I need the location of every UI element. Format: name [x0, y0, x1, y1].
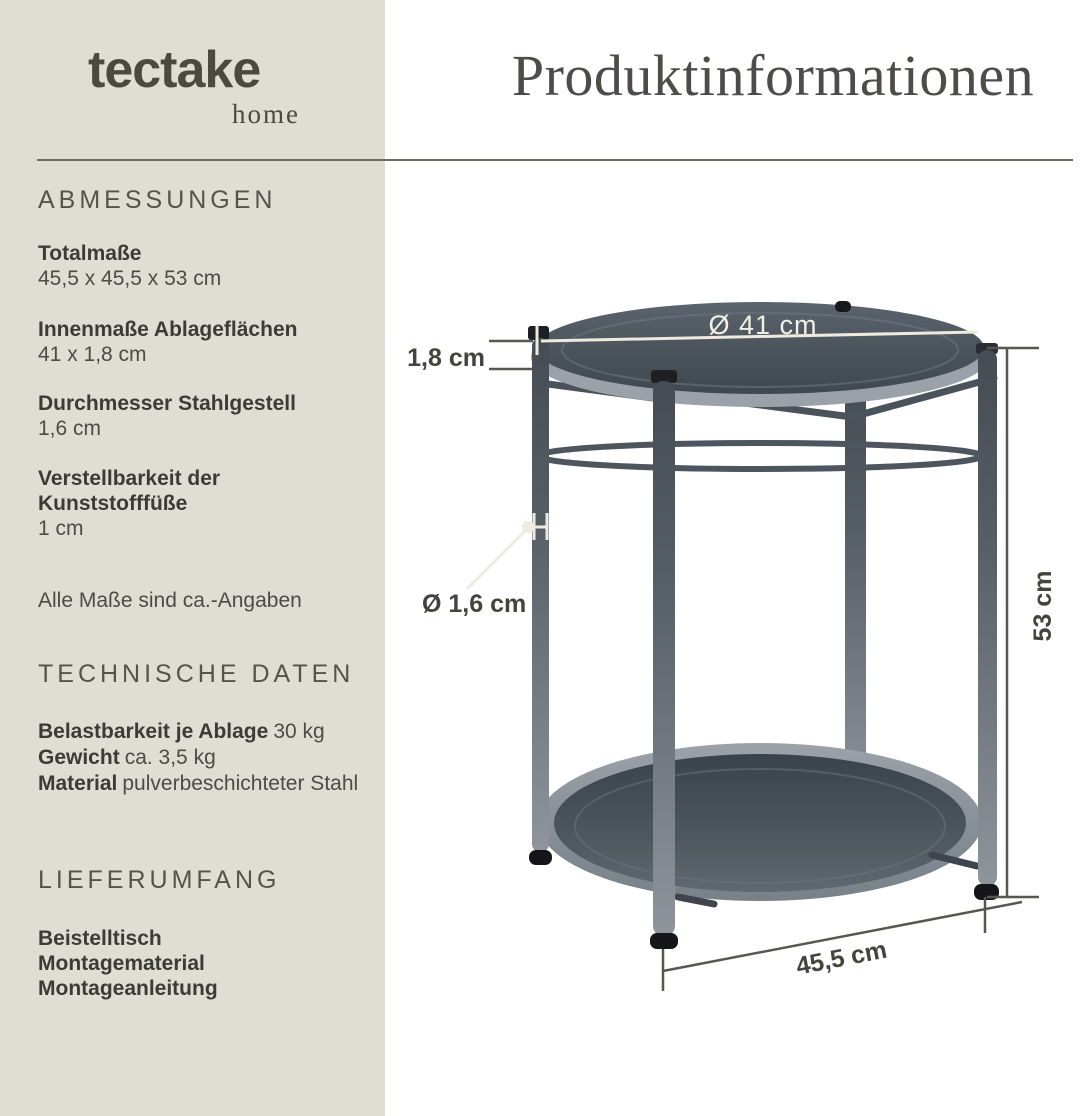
- tube-diameter-label: Ø 1,6 cm: [422, 590, 527, 618]
- dimension-height: [987, 348, 1057, 897]
- height-label: 53 cm: [1029, 570, 1057, 642]
- foot-front: [650, 933, 678, 949]
- tech-label-material: Material: [38, 772, 118, 795]
- dim-label-tube: Durchmesser Stahlgestell: [38, 392, 296, 415]
- dim-label-total: Totalmaße: [38, 242, 142, 265]
- dim-value-inner: 41 x 1,8 cm: [38, 343, 147, 366]
- bottom-tray-surface: [554, 754, 966, 892]
- top-diameter-label: Ø 41 cm: [708, 310, 818, 340]
- dim-label-feet: Verstellbarkeit der Kunststofffüße: [38, 467, 221, 515]
- section-heading-technical: TECHNISCHE DATEN: [38, 660, 355, 688]
- delivery-item-table: Beistelltisch: [38, 927, 162, 950]
- dimension-tube-diameter: [422, 513, 548, 618]
- brand-name: tectake: [88, 41, 261, 99]
- dim-value-total: 45,5 x 45,5 x 53 cm: [38, 267, 222, 290]
- delivery-item-manual: Montageanleitung: [38, 977, 218, 1000]
- dim-value-feet: 1 cm: [38, 517, 84, 540]
- page-title: Produktinformationen: [511, 43, 1035, 108]
- dim-value-tube: 1,6 cm: [38, 417, 102, 440]
- rim-height-label: 1,8 cm: [407, 344, 485, 372]
- section-heading-delivery: LIEFERUMFANG: [38, 866, 281, 894]
- bottom-tray: [538, 743, 982, 901]
- foot-left: [529, 850, 552, 865]
- section-heading-dimensions: ABMESSUNGEN: [38, 186, 277, 214]
- table-leg-right: [978, 350, 997, 886]
- brand-subtitle: home: [232, 99, 300, 129]
- tech-label-load: Belastbarkeit je Ablage: [38, 720, 269, 743]
- dimension-rim-height: [407, 341, 533, 372]
- callout-dot: [522, 521, 534, 533]
- dim-label-inner: Innenmaße Ablageflächen: [38, 318, 298, 341]
- side-table-illustration: [528, 301, 999, 949]
- tech-value-material: pulverbeschichteter Stahl: [122, 772, 359, 795]
- width-label: 45,5 cm: [793, 935, 890, 981]
- tray-peg: [835, 301, 851, 312]
- table-leg-front: [653, 381, 675, 936]
- table-leg-left: [532, 338, 549, 852]
- tech-value-load: 30 kg: [273, 720, 325, 743]
- tech-label-weight: Gewicht: [38, 746, 120, 769]
- approx-note: Alle Maße sind ca.-Angaben: [38, 589, 302, 612]
- dimension-width: [663, 897, 1022, 991]
- tech-value-weight: ca. 3,5 kg: [124, 746, 216, 769]
- frame-ring: [539, 443, 981, 469]
- delivery-item-hardware: Montagematerial: [38, 952, 205, 975]
